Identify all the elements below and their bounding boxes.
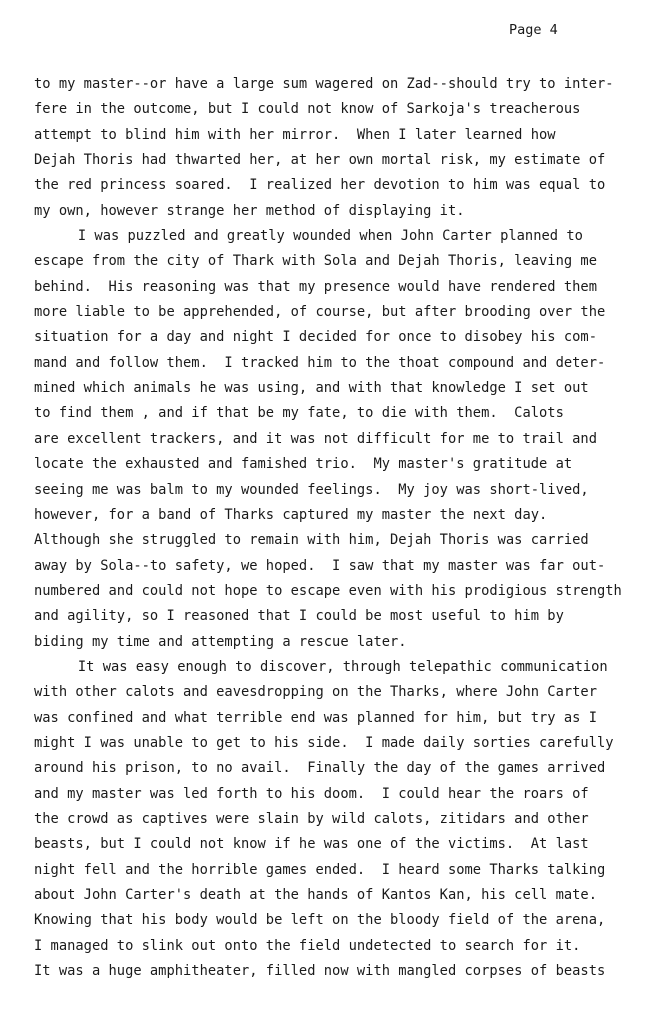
text-line: seeing me was balm to my wounded feelings. My joy was short-lived, [34,481,589,498]
text-line: was confined and what terrible end was planned for him, but try as I [34,709,597,726]
text-line: are excellent trackers, and it was not difficult for me to trail and [34,430,597,447]
text-line: behind. His reasoning was that my presence would have rendered them [34,278,597,295]
text-line: more liable to be apprehended, of course, but after brooding over the [34,304,606,321]
text-line: mand and follow them. I tracked him to the thoat compound and deter- [34,354,606,371]
text-line: fere in the outcome, but I could not know of Sarkoja's treacherous [34,101,581,118]
text-line: mined which animals he was using, and with that knowledge I set out [34,380,589,397]
text-line: might I was unable to get to his side. I made daily sorties carefully [34,734,614,751]
text-line: with other calots and eavesdropping on the Tharks, where John Carter [34,684,597,701]
text-line: and agility, so I reasoned that I could be most useful to him by [34,608,564,625]
page-number: Page 4 [509,22,558,38]
text-line: Although she struggled to remain with him, Dejah Thoris was carried [34,532,589,549]
text-line: about John Carter's death at the hands of Kantos Kan, his cell mate. [34,887,597,903]
text-line: locate the exhausted and famished trio. My master's gratitude at [34,456,573,473]
text-line: beasts, but I could not know if he was one of the victims. At last [34,836,589,853]
text-line: to find them , and if that be my fate, to die with them. Calots [34,405,564,422]
text-line: however, for a band of Tharks captured my master the next day. [34,506,548,523]
text-line: my own, however strange her method of displaying it. [34,202,465,219]
text-line: Dejah Thoris had thwarted her, at her own mortal risk, my estimate of [34,152,606,169]
text-line: escape from the city of Thark with Sola and Dejah Thoris, leaving me [34,253,597,270]
paragraph-first-line: It was easy enough to discover, through telepathic communication [77,658,608,675]
text-line: around his prison, to no avail. Finally the day of the games arrived [34,760,606,777]
text-line: the crowd as captives were slain by wild calots, zitidars and other [34,810,589,827]
paragraph-first-line: I was puzzled and greatly wounded when John Carter planned to [77,228,583,245]
text-line: attempt to blind him with her mirror. When I later learned how [34,126,556,143]
text-line: numbered and could not hope to escape even with his prodigious strength [34,582,622,599]
text-line: situation for a day and night I decided for once to disobey his com- [34,329,597,346]
text-line: and my master was led forth to his doom. I could hear the roars of [34,785,589,802]
text-line: away by Sola--to safety, we hoped. I saw that my master was far out- [34,557,606,574]
text-line: I managed to slink out onto the field undetected to search for it. [34,937,581,954]
text-line: the red princess soared. I realized her devotion to him was equal to [34,177,606,194]
text-line: Knowing that his body would be left on the bloody field of the arena, [34,912,606,929]
text-line: It was a huge amphitheater, filled now with mangled corpses of beasts [34,963,606,980]
text-line: night fell and the horrible games ended. I heard some Tharks talking [34,861,606,878]
text-line: biding my time and attempting a rescue later. [34,633,407,650]
manuscript-text [34,72,634,984]
text-line: to my master--or have a large sum wagered on Zad--should try to inter- [34,76,614,92]
